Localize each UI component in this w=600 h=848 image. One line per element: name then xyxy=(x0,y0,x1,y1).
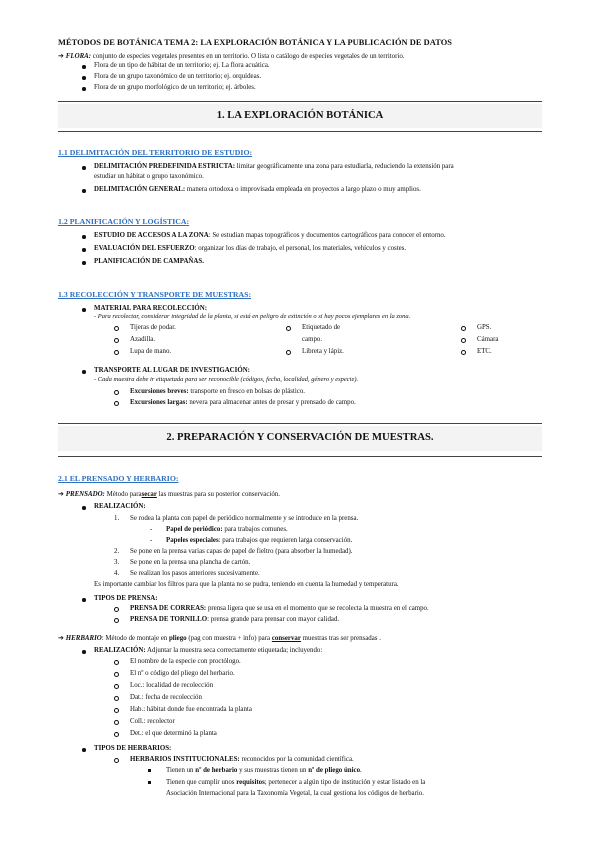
tool-item: Libreta y lápiz. xyxy=(302,348,344,355)
bullet-icon xyxy=(82,76,86,80)
circle-bullet-icon xyxy=(114,338,119,343)
dash: - xyxy=(150,537,153,544)
circle-bullet-icon xyxy=(114,758,119,763)
circle-bullet-icon xyxy=(114,696,119,701)
subsection-heading: 1.2 PLANIFICACIÓN Y LOGÍSTICA: xyxy=(58,217,190,226)
label-item: El nombre de la especie con proctólogo. xyxy=(130,658,241,665)
herbario-definition: ➔ HERBARIO: Método de montaje en pliego (pag con muestra + info) para conservar muestras tras ser prensadas . xyxy=(58,635,381,642)
bullet-icon xyxy=(82,248,86,252)
divider xyxy=(58,456,542,457)
tool-item: Etiquetado de xyxy=(302,324,341,331)
list-item: TIPOS DE PRENSA: xyxy=(94,595,158,602)
step-number: 1. xyxy=(114,515,120,522)
list-item: TIPOS DE HERBARIOS: xyxy=(94,745,172,752)
list-item: DELIMITACIÓN PREDEFINIDA ESTRICTA: limitar geográficamente una zona para estudiarla, reduciendo la extensión para xyxy=(94,163,454,170)
circle-bullet-icon xyxy=(114,390,119,395)
flora-term: FLORA: xyxy=(65,53,92,60)
circle-bullet-icon xyxy=(286,350,291,355)
tool-item-cont: campo. xyxy=(302,336,323,343)
note: Es importante cambiar los filtros para que la planta no se pudra, teniendo en cuenta la humedad y temperatura. xyxy=(94,581,399,588)
circle-bullet-icon xyxy=(114,660,119,665)
flora-definition xyxy=(58,52,404,61)
sub-item-cont: Asociación Internacional para la Taxonomía Vegetal, la cual gestiona los códigos de herbario. xyxy=(166,790,424,797)
sub-item: Tienen que cumplir unos requisitos; pertenecer a algún tipo de institución y estar listado en la xyxy=(166,779,426,786)
circle-bullet-icon xyxy=(114,326,119,331)
divider xyxy=(58,423,542,424)
circle-bullet-icon xyxy=(461,326,466,331)
label-item: Loc.: localidad de recolección xyxy=(130,682,214,689)
circle-bullet-icon xyxy=(114,350,119,355)
circle-bullet-icon xyxy=(114,672,119,677)
tool-item: Cámara xyxy=(477,336,499,343)
tool-item: GPS. xyxy=(477,324,492,331)
list-item: TRANSPORTE AL LUGAR DE INVESTIGACIÓN: xyxy=(94,367,250,374)
label-item: Coll.: recolector xyxy=(130,718,175,725)
list-item: PLANIFICACIÓN DE CAMPAÑAS. xyxy=(94,258,204,265)
list-item: DELIMITACIÓN GENERAL: manera ortodoxa o improvisada empleada en proyectos a largo plazo o muy amplios. xyxy=(94,186,421,193)
bullet-icon xyxy=(82,87,86,91)
circle-bullet-icon xyxy=(286,326,291,331)
circle-bullet-icon xyxy=(114,618,119,623)
step-number: 2. xyxy=(114,548,120,555)
section-title: 2. PREPARACIÓN Y CONSERVACIÓN DE MUESTRAS. xyxy=(166,432,434,443)
square-bullet-icon xyxy=(148,781,151,784)
bullet-icon xyxy=(82,65,86,69)
subsection-heading: 2.1 EL PRENSADO Y HERBARIO: xyxy=(58,474,179,483)
square-bullet-icon xyxy=(148,769,151,772)
bullet-icon xyxy=(82,598,86,602)
label-item: Det.: el que determinó la planta xyxy=(130,730,217,737)
sub-item: Tienen un nº de herbario y sus muestras tienen un nº de pliego único. xyxy=(166,767,362,774)
list-item: Excursiones largas: nevera para almacenar antes de presar y prensado de campo. xyxy=(130,399,356,406)
note: - Para recolectar, considerar integridad de la planta, si está en peligro de extinción o si hay pocos ejemplares en la zona. xyxy=(94,313,411,320)
flora-item: Flora de un grupo morfológico de un territorio; ej. árboles. xyxy=(94,84,256,91)
step-number: 4. xyxy=(114,570,120,577)
flora-item: Flora de un grupo taxonómico de un territorio; ej. orquídeas. xyxy=(94,73,262,80)
document-title: MÉTODOS DE BOTÁNICA TEMA 2: LA EXPLORACIÓN BOTÁNICA Y LA PUBLICACIÓN DE DATOS xyxy=(58,38,452,47)
note: - Cada muestra debe ir etiquetada para ser reconocible (códigos, fecha, localidad, género y especie). xyxy=(94,376,359,383)
arrow-icon: ➔ xyxy=(58,635,64,642)
step-text: Se pone en la prensa varias capas de papel de fieltro (para absorber la humedad). xyxy=(130,548,353,555)
arrow-icon: ➔ xyxy=(58,491,64,498)
step-text: Se rodea la planta con papel de periódico normalmente y se introduce en la prensa. xyxy=(130,515,359,522)
bullet-icon xyxy=(82,650,86,654)
tool-item: Azadilla. xyxy=(130,336,156,343)
section-title: 1. LA EXPLORACIÓN BOTÁNICA xyxy=(216,110,384,121)
list-item-cont: estudiar un hábitat o grupo taxonómico. xyxy=(94,173,204,180)
label-item: Dat.: fecha de recolección xyxy=(130,694,202,701)
list-item: REALIZACIÓN: Adjuntar la muestra seca correctamente etiquetada; incluyendo: xyxy=(94,647,323,654)
circle-bullet-icon xyxy=(114,607,119,612)
flora-item: Flora de un tipo de hábitat de un territorio; ej. La flora acuática. xyxy=(94,62,270,69)
step-text: Se pone en la prensa una plancha de cartón. xyxy=(130,559,251,566)
circle-bullet-icon xyxy=(461,338,466,343)
circle-bullet-icon xyxy=(461,350,466,355)
flora-def: conjunto de especies vegetales presentes en un territorio. O lista o catálogo de especies vegetales de un territorio. xyxy=(92,53,405,60)
divider xyxy=(58,131,542,132)
list-item: Excursiones breves: transporte en fresco en bolsas de plástico. xyxy=(130,388,305,395)
bullet-icon xyxy=(82,261,86,265)
label-item: El nº o código del pliego del herbario. xyxy=(130,670,235,677)
divider xyxy=(58,101,542,102)
step-number: 3. xyxy=(114,559,120,566)
bullet-icon xyxy=(82,370,86,374)
bullet-icon xyxy=(82,748,86,752)
sub-item: Papeles especiales: para trabajos que requieren larga conservación. xyxy=(166,537,353,544)
dash: - xyxy=(150,526,153,533)
bullet-icon xyxy=(82,235,86,239)
list-item: HERBARIOS INSTITUCIONALES: reconocidos por la comunidad científica. xyxy=(130,756,354,763)
list-item: REALIZACIÓN: xyxy=(94,503,146,510)
circle-bullet-icon xyxy=(114,684,119,689)
label-item: Hab.: hábitat donde fue encontrada la planta xyxy=(130,706,252,713)
list-item: EVALUACIÓN DEL ESFUERZO: organizar los días de trabajo, el personal, los materiales, vehículos y costes. xyxy=(94,245,407,252)
list-item: MATERIAL PARA RECOLECCIÓN: xyxy=(94,305,208,312)
step-text: Se realizan los pasos anteriores sucesivamente. xyxy=(130,570,260,577)
prensado-definition: ➔ PRENSADO: Método parasecar las muestras para su posterior conservación. xyxy=(58,491,280,498)
bullet-icon xyxy=(82,166,86,170)
arrow-icon: ➔ xyxy=(58,53,64,60)
bullet-icon xyxy=(82,308,86,312)
circle-bullet-icon xyxy=(114,720,119,725)
list-item: ESTUDIO DE ACCESOS A LA ZONA: Se estudian mapas topográficos y documentos cartográficos para conocer el entorno. xyxy=(94,232,446,239)
list-item: PRENSA DE CORREAS: prensa ligera que se usa en el momento que se recolecta la muestra en el campo. xyxy=(130,605,429,612)
list-item: PRENSA DE TORNILLO: prensa grande para prensar con mayor calidad. xyxy=(130,616,340,623)
subsection-heading: 1.1 DELIMITACIÓN DEL TERRITORIO DE ESTUDIO: xyxy=(58,148,253,157)
tool-item: Lupa de mano. xyxy=(130,348,172,355)
bullet-icon xyxy=(82,189,86,193)
tool-item: ETC. xyxy=(477,348,492,355)
tool-item: Tijeras de podar. xyxy=(130,324,176,331)
circle-bullet-icon xyxy=(114,732,119,737)
sub-item: Papel de periódico: para trabajos comunes. xyxy=(166,526,288,533)
circle-bullet-icon xyxy=(114,708,119,713)
subsection-heading: 1.3 RECOLECCIÓN Y TRANSPORTE DE MUESTRAS: xyxy=(58,290,252,299)
circle-bullet-icon xyxy=(114,401,119,406)
bullet-icon xyxy=(82,506,86,510)
